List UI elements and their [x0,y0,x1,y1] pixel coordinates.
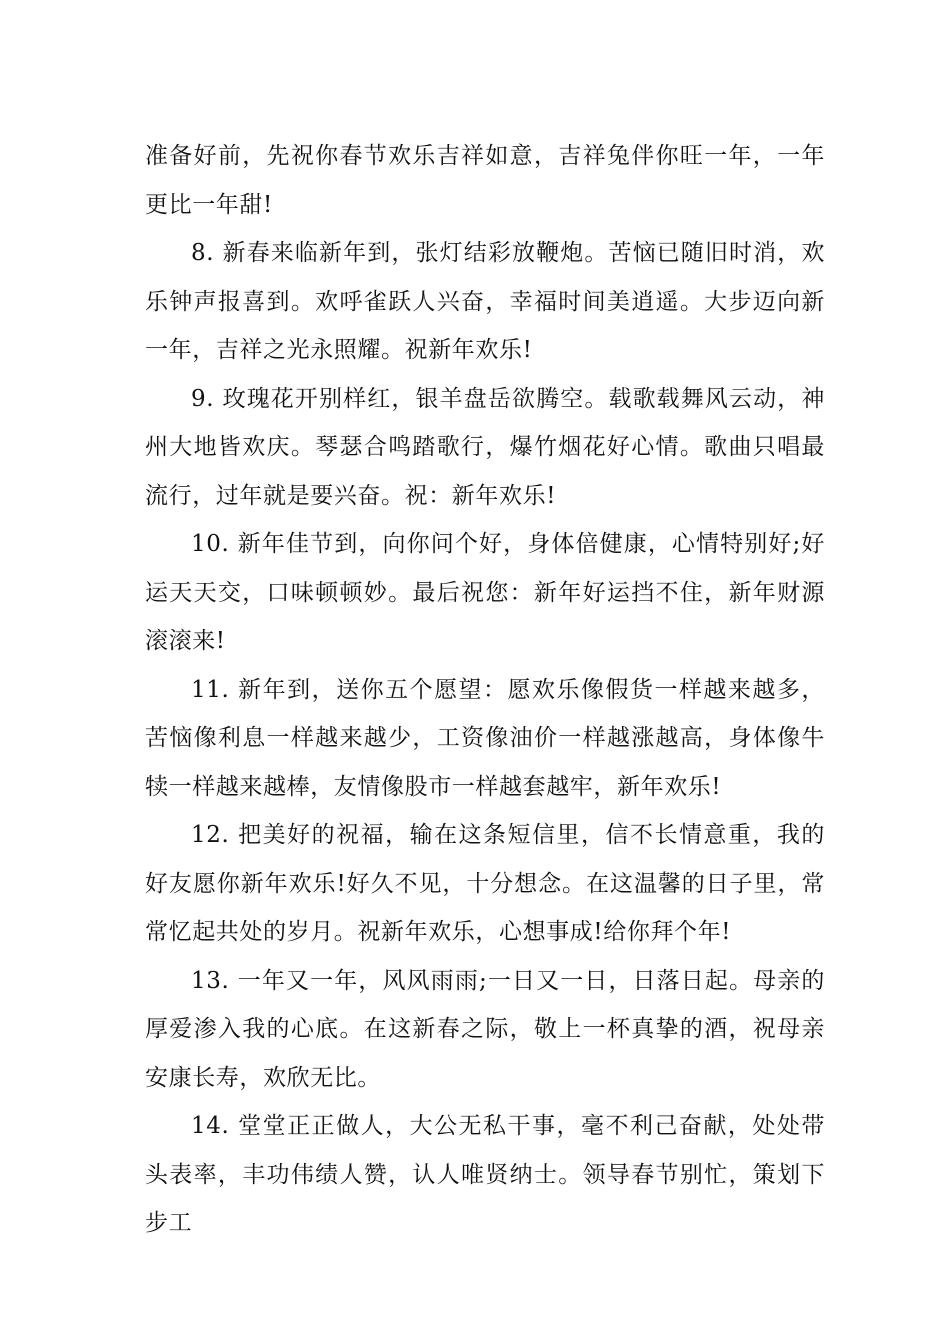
paragraph-item-12: 12. 把美好的祝福，输在这条短信里，信不长情意重，我的好友愿你新年欢乐!好久不见，十分想念。在这温馨的日子里，常常忆起共处的岁月。祝新年欢乐，心想事成!给你拜个年! [145,822,825,945]
paragraph-item-9: 9. 玫瑰花开别样红，银羊盘岳欲腾空。载歌载舞风云动，神州大地皆欢庆。琴瑟合鸣踏歌行，爆竹烟花好心情。歌曲只唱最流行，过年就是要兴奋。祝：新年欢乐! [145,385,825,509]
paragraph-item-14: 14. 堂堂正正做人，大公无私干事，毫不利己奋献，处处带头表率，丰功伟绩人赞，认人唯贤纳士。领导春节别忙，策划下步工 [145,1113,825,1236]
paragraph-item-11: 11. 新年到，送你五个愿望：愿欢乐像假货一样越来越多，苦恼像利息一样越来越少，工资像油价一样越涨越高，身体像牛犊一样越来越棒，友情像股市一样越套越牢，新年欢乐! [145,676,825,800]
paragraph-item-8: 8. 新春来临新年到，张灯结彩放鞭炮。苦恼已随旧时消，欢乐钟声报喜到。欢呼雀跃人兴奋，幸福时间美逍遥。大步迈向新一年，吉祥之光永照耀。祝新年欢乐! [145,240,825,363]
paragraph-item-10: 10. 新年佳节到，向你问个好，身体倍健康，心情特别好;好运天天交，口味顿顿妙。最后祝您：新年好运挡不住，新年财源滚滚来! [145,531,825,654]
document-body [145,132,825,1248]
paragraph-item-13: 13. 一年又一年，风风雨雨;一日又一日，日落日起。母亲的厚爱渗入我的心底。在这新春之际，敬上一杯真挚的酒，祝母亲安康长寿，欢欣无比。 [145,967,825,1091]
paragraph-continuation: 准备好前，先祝你春节欢乐吉祥如意，吉祥兔伴你旺一年，一年更比一年甜! [145,143,825,218]
